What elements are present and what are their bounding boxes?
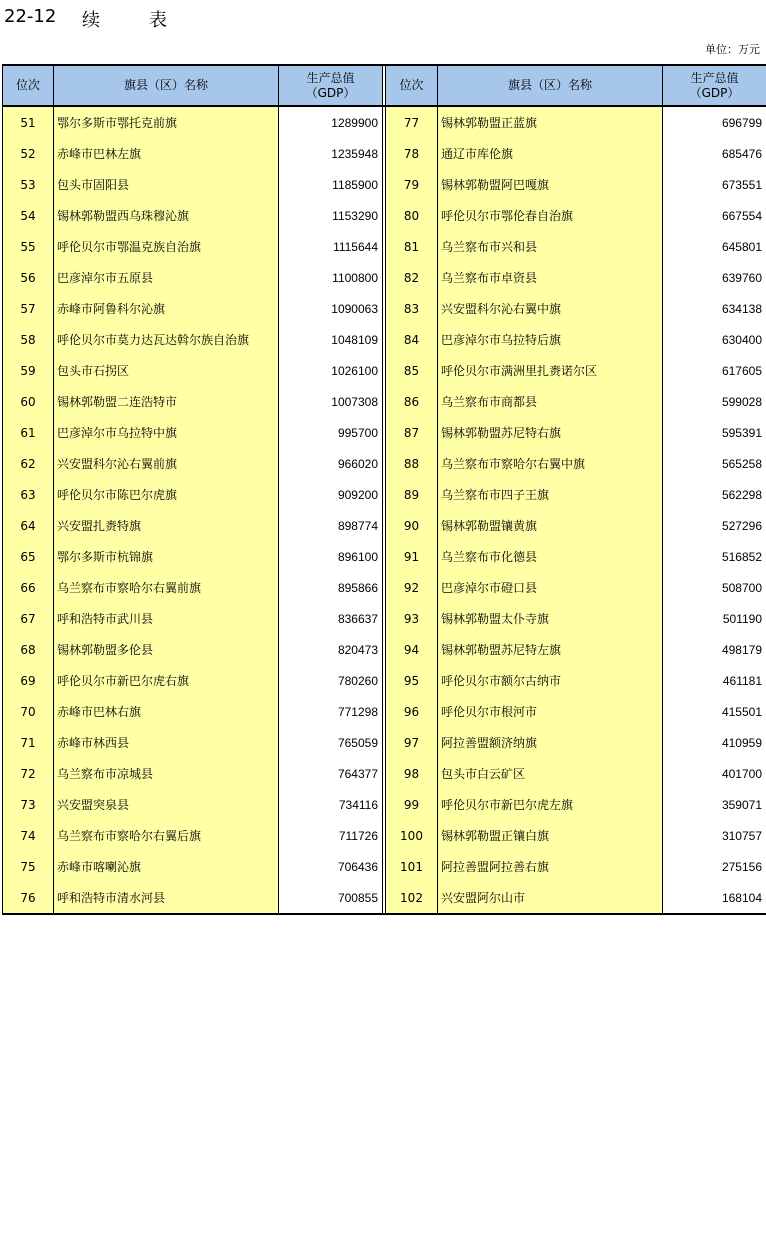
table-row: [3, 231, 766, 262]
rank-cell: 68: [3, 634, 54, 665]
gdp-cell: 630400: [663, 324, 766, 355]
rank-cell: 54: [3, 200, 54, 231]
region-name-cell: 兴安盟科尔沁右翼前旗: [54, 448, 279, 479]
header-gdp-left: [279, 65, 383, 106]
region-name-cell: 鄂尔多斯市杭锦旗: [54, 541, 279, 572]
gdp-cell: 1007308: [279, 386, 383, 417]
rank-cell: 95: [386, 665, 438, 696]
gdp-cell: 734116: [279, 789, 383, 820]
gdp-cell: 508700: [663, 572, 766, 603]
rank-cell: 66: [3, 572, 54, 603]
table-row: [3, 106, 766, 138]
gdp-cell: 1026100: [279, 355, 383, 386]
gdp-cell: 516852: [663, 541, 766, 572]
region-name-cell: 呼和浩特市清水河县: [54, 882, 279, 914]
rank-cell: 59: [3, 355, 54, 386]
gdp-cell: 1115644: [279, 231, 383, 262]
region-name-cell: 巴彦淖尔市乌拉特后旗: [438, 324, 663, 355]
header-rank-left: 位次: [3, 65, 54, 106]
gdp-cell: 461181: [663, 665, 766, 696]
region-name-cell: 鄂尔多斯市鄂托克前旗: [54, 106, 279, 138]
table-row: [3, 789, 766, 820]
gdp-cell: 1153290: [279, 200, 383, 231]
header-gdp-line2: （GDP）: [305, 85, 356, 100]
rank-cell: 51: [3, 106, 54, 138]
gdp-cell: 836637: [279, 603, 383, 634]
gdp-cell: 667554: [663, 200, 766, 231]
gdp-cell: 995700: [279, 417, 383, 448]
gdp-cell: 711726: [279, 820, 383, 851]
region-name-cell: 包头市固阳县: [54, 169, 279, 200]
region-name-cell: 呼伦贝尔市根河市: [438, 696, 663, 727]
gdp-cell: 275156: [663, 851, 766, 882]
region-name-cell: 锡林郭勒盟镶黄旗: [438, 510, 663, 541]
gdp-cell: 565258: [663, 448, 766, 479]
table-row: [3, 448, 766, 479]
rank-cell: 85: [386, 355, 438, 386]
region-name-cell: 包头市白云矿区: [438, 758, 663, 789]
table-row: [3, 851, 766, 882]
region-name-cell: 乌兰察布市商都县: [438, 386, 663, 417]
gdp-cell: 909200: [279, 479, 383, 510]
gdp-cell: 639760: [663, 262, 766, 293]
region-name-cell: 乌兰察布市卓资县: [438, 262, 663, 293]
table-row: [3, 541, 766, 572]
table-row: [3, 355, 766, 386]
rank-cell: 73: [3, 789, 54, 820]
region-name-cell: 乌兰察布市兴和县: [438, 231, 663, 262]
table-row: [3, 324, 766, 355]
region-name-cell: 呼和浩特市武川县: [54, 603, 279, 634]
region-name-cell: 巴彦淖尔市磴口县: [438, 572, 663, 603]
gdp-cell: 764377: [279, 758, 383, 789]
header-gdp-right: [663, 65, 766, 106]
rank-cell: 97: [386, 727, 438, 758]
rank-cell: 62: [3, 448, 54, 479]
region-name-cell: 赤峰市巴林右旗: [54, 696, 279, 727]
table-row: [3, 169, 766, 200]
header-gdp-line1: 生产总值: [690, 70, 739, 85]
title-continued: 续: [82, 10, 100, 31]
region-name-cell: 乌兰察布市凉城县: [54, 758, 279, 789]
rank-cell: 58: [3, 324, 54, 355]
region-name-cell: 通辽市库伦旗: [438, 138, 663, 169]
rank-cell: 98: [386, 758, 438, 789]
region-name-cell: 赤峰市阿鲁科尔沁旗: [54, 293, 279, 324]
region-name-cell: 锡林郭勒盟正蓝旗: [438, 106, 663, 138]
rank-cell: 79: [386, 169, 438, 200]
rank-cell: 99: [386, 789, 438, 820]
region-name-cell: 锡林郭勒盟苏尼特左旗: [438, 634, 663, 665]
region-name-cell: 呼伦贝尔市鄂温克族自治旗: [54, 231, 279, 262]
table-row: [3, 572, 766, 603]
region-name-cell: 呼伦贝尔市莫力达瓦达斡尔族自治旗: [54, 324, 279, 355]
rank-cell: 96: [386, 696, 438, 727]
table-row: [3, 293, 766, 324]
gdp-cell: 706436: [279, 851, 383, 882]
gdp-cell: 1048109: [279, 324, 383, 355]
header-rank-right: 位次: [386, 65, 438, 106]
rank-cell: 88: [386, 448, 438, 479]
region-name-cell: 呼伦贝尔市新巴尔虎右旗: [54, 665, 279, 696]
table-body: [3, 106, 766, 914]
region-name-cell: 锡林郭勒盟太仆寺旗: [438, 603, 663, 634]
header-row: [3, 65, 766, 106]
region-name-cell: 巴彦淖尔市五原县: [54, 262, 279, 293]
table-row: [3, 665, 766, 696]
gdp-cell: 896100: [279, 541, 383, 572]
gdp-cell: 410959: [663, 727, 766, 758]
unit-label: 单位：万元: [705, 43, 760, 56]
rank-cell: 87: [386, 417, 438, 448]
gdp-cell: 1235948: [279, 138, 383, 169]
rank-cell: 72: [3, 758, 54, 789]
region-name-cell: 锡林郭勒盟正镶白旗: [438, 820, 663, 851]
region-name-cell: 兴安盟扎赉特旗: [54, 510, 279, 541]
rank-cell: 61: [3, 417, 54, 448]
gdp-cell: 696799: [663, 106, 766, 138]
gdp-cell: 898774: [279, 510, 383, 541]
gdp-cell: 895866: [279, 572, 383, 603]
gdp-cell: 1289900: [279, 106, 383, 138]
table-row: [3, 882, 766, 914]
rank-cell: 63: [3, 479, 54, 510]
gdp-cell: 562298: [663, 479, 766, 510]
rank-cell: 77: [386, 106, 438, 138]
gdp-cell: 1090063: [279, 293, 383, 324]
table-row: [3, 479, 766, 510]
rank-cell: 71: [3, 727, 54, 758]
table-row: [3, 758, 766, 789]
region-name-cell: 锡林郭勒盟阿巴嘎旗: [438, 169, 663, 200]
rank-cell: 74: [3, 820, 54, 851]
region-name-cell: 赤峰市林西县: [54, 727, 279, 758]
region-name-cell: 乌兰察布市察哈尔右翼前旗: [54, 572, 279, 603]
region-name-cell: 呼伦贝尔市额尔古纳市: [438, 665, 663, 696]
rank-cell: 100: [386, 820, 438, 851]
gdp-cell: 359071: [663, 789, 766, 820]
region-name-cell: 乌兰察布市察哈尔右翼后旗: [54, 820, 279, 851]
rank-cell: 57: [3, 293, 54, 324]
rank-cell: 65: [3, 541, 54, 572]
rank-cell: 64: [3, 510, 54, 541]
rank-cell: 67: [3, 603, 54, 634]
rank-cell: 78: [386, 138, 438, 169]
table-row: [3, 386, 766, 417]
table-row: [3, 696, 766, 727]
rank-cell: 56: [3, 262, 54, 293]
rank-cell: 92: [386, 572, 438, 603]
table-row: [3, 603, 766, 634]
header-name-right: 旗县（区）名称: [438, 65, 663, 106]
region-name-cell: 阿拉善盟阿拉善右旗: [438, 851, 663, 882]
rank-cell: 91: [386, 541, 438, 572]
header-name-left: 旗县（区）名称: [54, 65, 279, 106]
gdp-cell: 820473: [279, 634, 383, 665]
gdp-cell: 1100800: [279, 262, 383, 293]
table-row: [3, 634, 766, 665]
gdp-cell: 685476: [663, 138, 766, 169]
table-row: [3, 510, 766, 541]
region-name-cell: 呼伦贝尔市新巴尔虎左旗: [438, 789, 663, 820]
region-name-cell: 锡林郭勒盟多伦县: [54, 634, 279, 665]
rank-cell: 84: [386, 324, 438, 355]
table-number: 22-12: [4, 6, 57, 27]
gdp-ranking-table: [2, 64, 766, 915]
rank-cell: 52: [3, 138, 54, 169]
rank-cell: 80: [386, 200, 438, 231]
rank-cell: 75: [3, 851, 54, 882]
region-name-cell: 阿拉善盟额济纳旗: [438, 727, 663, 758]
region-name-cell: 呼伦贝尔市满洲里扎赉诺尔区: [438, 355, 663, 386]
rank-cell: 53: [3, 169, 54, 200]
gdp-cell: 966020: [279, 448, 383, 479]
gdp-cell: 700855: [279, 882, 383, 914]
rank-cell: 76: [3, 882, 54, 914]
region-name-cell: 赤峰市喀喇沁旗: [54, 851, 279, 882]
region-name-cell: 呼伦贝尔市鄂伦春自治旗: [438, 200, 663, 231]
region-name-cell: 巴彦淖尔市乌拉特中旗: [54, 417, 279, 448]
gdp-cell: 168104: [663, 882, 766, 914]
region-name-cell: 锡林郭勒盟西乌珠穆沁旗: [54, 200, 279, 231]
rank-cell: 83: [386, 293, 438, 324]
rank-cell: 55: [3, 231, 54, 262]
rank-cell: 102: [386, 882, 438, 914]
region-name-cell: 兴安盟突泉县: [54, 789, 279, 820]
rank-cell: 69: [3, 665, 54, 696]
region-name-cell: 乌兰察布市察哈尔右翼中旗: [438, 448, 663, 479]
rank-cell: 86: [386, 386, 438, 417]
gdp-cell: 401700: [663, 758, 766, 789]
region-name-cell: 兴安盟科尔沁右翼中旗: [438, 293, 663, 324]
header-gdp-line2: （GDP）: [689, 85, 740, 100]
header-gdp-line1: 生产总值: [306, 70, 355, 85]
title-table: 表: [149, 10, 167, 31]
rank-cell: 90: [386, 510, 438, 541]
region-name-cell: 包头市石拐区: [54, 355, 279, 386]
region-name-cell: 锡林郭勒盟苏尼特右旗: [438, 417, 663, 448]
gdp-cell: 645801: [663, 231, 766, 262]
gdp-cell: 599028: [663, 386, 766, 417]
table-row: [3, 820, 766, 851]
gdp-cell: 595391: [663, 417, 766, 448]
table-row: [3, 417, 766, 448]
rank-cell: 60: [3, 386, 54, 417]
rank-cell: 101: [386, 851, 438, 882]
table-row: [3, 262, 766, 293]
gdp-cell: 1185900: [279, 169, 383, 200]
rank-cell: 81: [386, 231, 438, 262]
gdp-cell: 780260: [279, 665, 383, 696]
rank-cell: 94: [386, 634, 438, 665]
gdp-cell: 634138: [663, 293, 766, 324]
region-name-cell: 兴安盟阿尔山市: [438, 882, 663, 914]
gdp-cell: 673551: [663, 169, 766, 200]
rank-cell: 70: [3, 696, 54, 727]
table-row: [3, 727, 766, 758]
gdp-cell: 771298: [279, 696, 383, 727]
gdp-cell: 415501: [663, 696, 766, 727]
region-name-cell: 乌兰察布市四子王旗: [438, 479, 663, 510]
region-name-cell: 乌兰察布市化德县: [438, 541, 663, 572]
gdp-cell: 498179: [663, 634, 766, 665]
rank-cell: 89: [386, 479, 438, 510]
region-name-cell: 呼伦贝尔市陈巴尔虎旗: [54, 479, 279, 510]
table-row: [3, 138, 766, 169]
rank-cell: 82: [386, 262, 438, 293]
gdp-cell: 527296: [663, 510, 766, 541]
gdp-cell: 765059: [279, 727, 383, 758]
gdp-cell: 310757: [663, 820, 766, 851]
region-name-cell: 赤峰市巴林左旗: [54, 138, 279, 169]
region-name-cell: 锡林郭勒盟二连浩特市: [54, 386, 279, 417]
rank-cell: 93: [386, 603, 438, 634]
gdp-cell: 617605: [663, 355, 766, 386]
gdp-cell: 501190: [663, 603, 766, 634]
table-row: [3, 200, 766, 231]
